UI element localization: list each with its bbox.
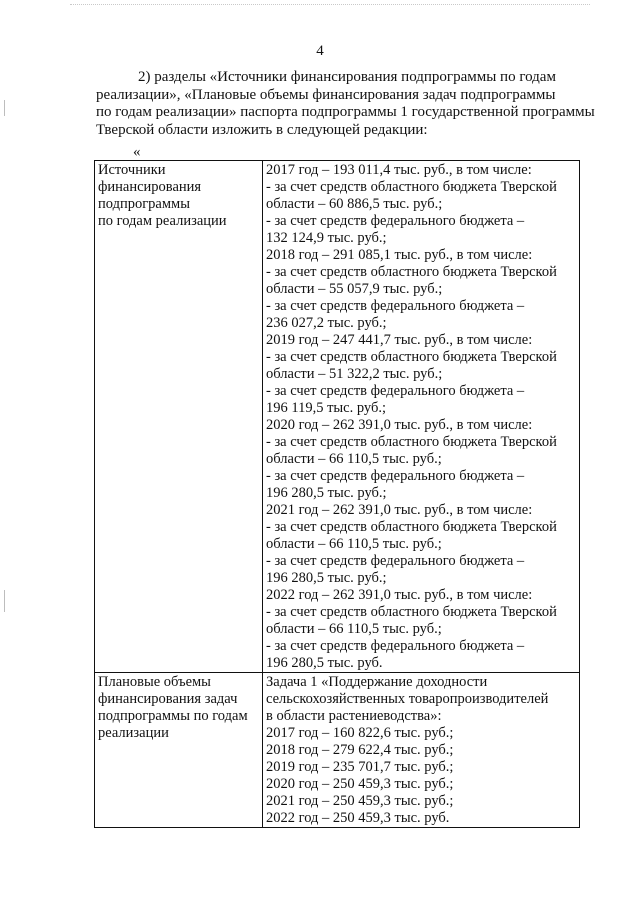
row-label-cell	[95, 673, 263, 828]
row-label-line: финансирования задач	[98, 691, 238, 707]
content-line: 2019 год – 235 701,7 тыс. руб.;	[266, 759, 454, 775]
content-line: 2021 год – 262 391,0 тыс. руб., в том числе:	[266, 502, 533, 518]
row-label-line: подпрограммы	[98, 196, 190, 212]
content-line: 2020 год – 250 459,3 тыс. руб.;	[266, 776, 454, 792]
scan-artifact-left-lower	[4, 590, 5, 612]
content-line: области – 66 110,5 тыс. руб.;	[266, 536, 442, 552]
content-line: 196 280,5 тыс. руб.	[266, 655, 383, 671]
content-line: 196 119,5 тыс. руб.;	[266, 400, 387, 416]
content-line: - за счет средств областного бюджета Тверской	[266, 434, 557, 450]
row-label-cell	[95, 161, 263, 673]
content-line: в области растениеводства»:	[266, 708, 442, 724]
passport-table	[94, 160, 580, 828]
content-line: 2019 год – 247 441,7 тыс. руб., в том числе:	[266, 332, 533, 348]
content-line: - за счет средств федерального бюджета –	[266, 468, 525, 484]
content-line: 2020 год – 262 391,0 тыс. руб., в том числе:	[266, 417, 533, 433]
row-content-cell	[263, 161, 580, 673]
content-line: - за счет средств федерального бюджета –	[266, 383, 525, 399]
content-line: 236 027,2 тыс. руб.;	[266, 315, 387, 331]
intro-line-2: реализации», «Плановые объемы финансирования задач подпрограммы	[96, 86, 556, 103]
row-label-line: Источники	[98, 162, 166, 178]
page-number: 4	[316, 43, 324, 59]
content-line: области – 60 886,5 тыс. руб.;	[266, 196, 443, 212]
content-line: 2021 год – 250 459,3 тыс. руб.;	[266, 793, 454, 809]
row-content-cell	[263, 673, 580, 828]
content-line: - за счет средств областного бюджета Тверской	[266, 264, 557, 280]
content-line: 196 280,5 тыс. руб.;	[266, 570, 387, 586]
row-label-line: по годам реализации	[98, 213, 227, 229]
content-line: - за счет средств федерального бюджета –	[266, 213, 525, 229]
content-line: - за счет средств областного бюджета Тверской	[266, 604, 557, 620]
content-line: сельскохозяйственных товаропроизводителей	[266, 691, 549, 707]
content-line: области – 55 057,9 тыс. руб.;	[266, 281, 443, 297]
content-line: области – 66 110,5 тыс. руб.;	[266, 621, 442, 637]
content-line: - за счет средств областного бюджета Тверской	[266, 519, 557, 535]
content-line: - за счет средств федерального бюджета –	[266, 638, 525, 654]
content-line: 2018 год – 279 622,4 тыс. руб.;	[266, 742, 454, 758]
content-line: - за счет средств федерального бюджета –	[266, 553, 525, 569]
intro-paragraph	[96, 69, 596, 139]
table-row-financing-sources	[95, 161, 580, 673]
scan-artifact-left	[4, 100, 5, 116]
content-line: 2017 год – 160 822,6 тыс. руб.;	[266, 725, 454, 741]
content-line: 132 124,9 тыс. руб.;	[266, 230, 387, 246]
intro-line-3: по годам реализации» паспорта подпрограммы 1 государственной программы	[96, 104, 595, 120]
content-line: - за счет средств областного бюджета Тверской	[266, 179, 557, 195]
content-line: области – 51 322,2 тыс. руб.;	[266, 366, 443, 382]
row-label-line: Плановые объемы	[98, 674, 211, 690]
content-line: 2022 год – 250 459,3 тыс. руб.	[266, 810, 450, 826]
content-line: области – 66 110,5 тыс. руб.;	[266, 451, 442, 467]
content-line: 2018 год – 291 085,1 тыс. руб., в том числе:	[266, 247, 533, 263]
row-label-line: финансирования	[98, 179, 202, 195]
row-label-line: подпрограммы по годам	[98, 708, 248, 724]
scan-artifact-top	[70, 4, 590, 6]
intro-line-1: 2) разделы «Источники финансирования подпрограммы по годам	[138, 69, 556, 85]
content-line: 2017 год – 193 011,4 тыс. руб., в том числе:	[266, 162, 532, 178]
content-line: Задача 1 «Поддержание доходности	[266, 674, 488, 690]
content-line: - за счет средств федерального бюджета –	[266, 298, 525, 314]
table-row-planned-volumes	[95, 673, 580, 828]
content-line: 196 280,5 тыс. руб.;	[266, 485, 387, 501]
content-line: 2022 год – 262 391,0 тыс. руб., в том числе:	[266, 587, 533, 603]
opening-quote: «	[133, 144, 141, 160]
intro-line-4: Тверской области изложить в следующей редакции:	[96, 121, 428, 138]
row-label-line: реализации	[98, 725, 169, 741]
content-line: - за счет средств областного бюджета Тверской	[266, 349, 557, 365]
